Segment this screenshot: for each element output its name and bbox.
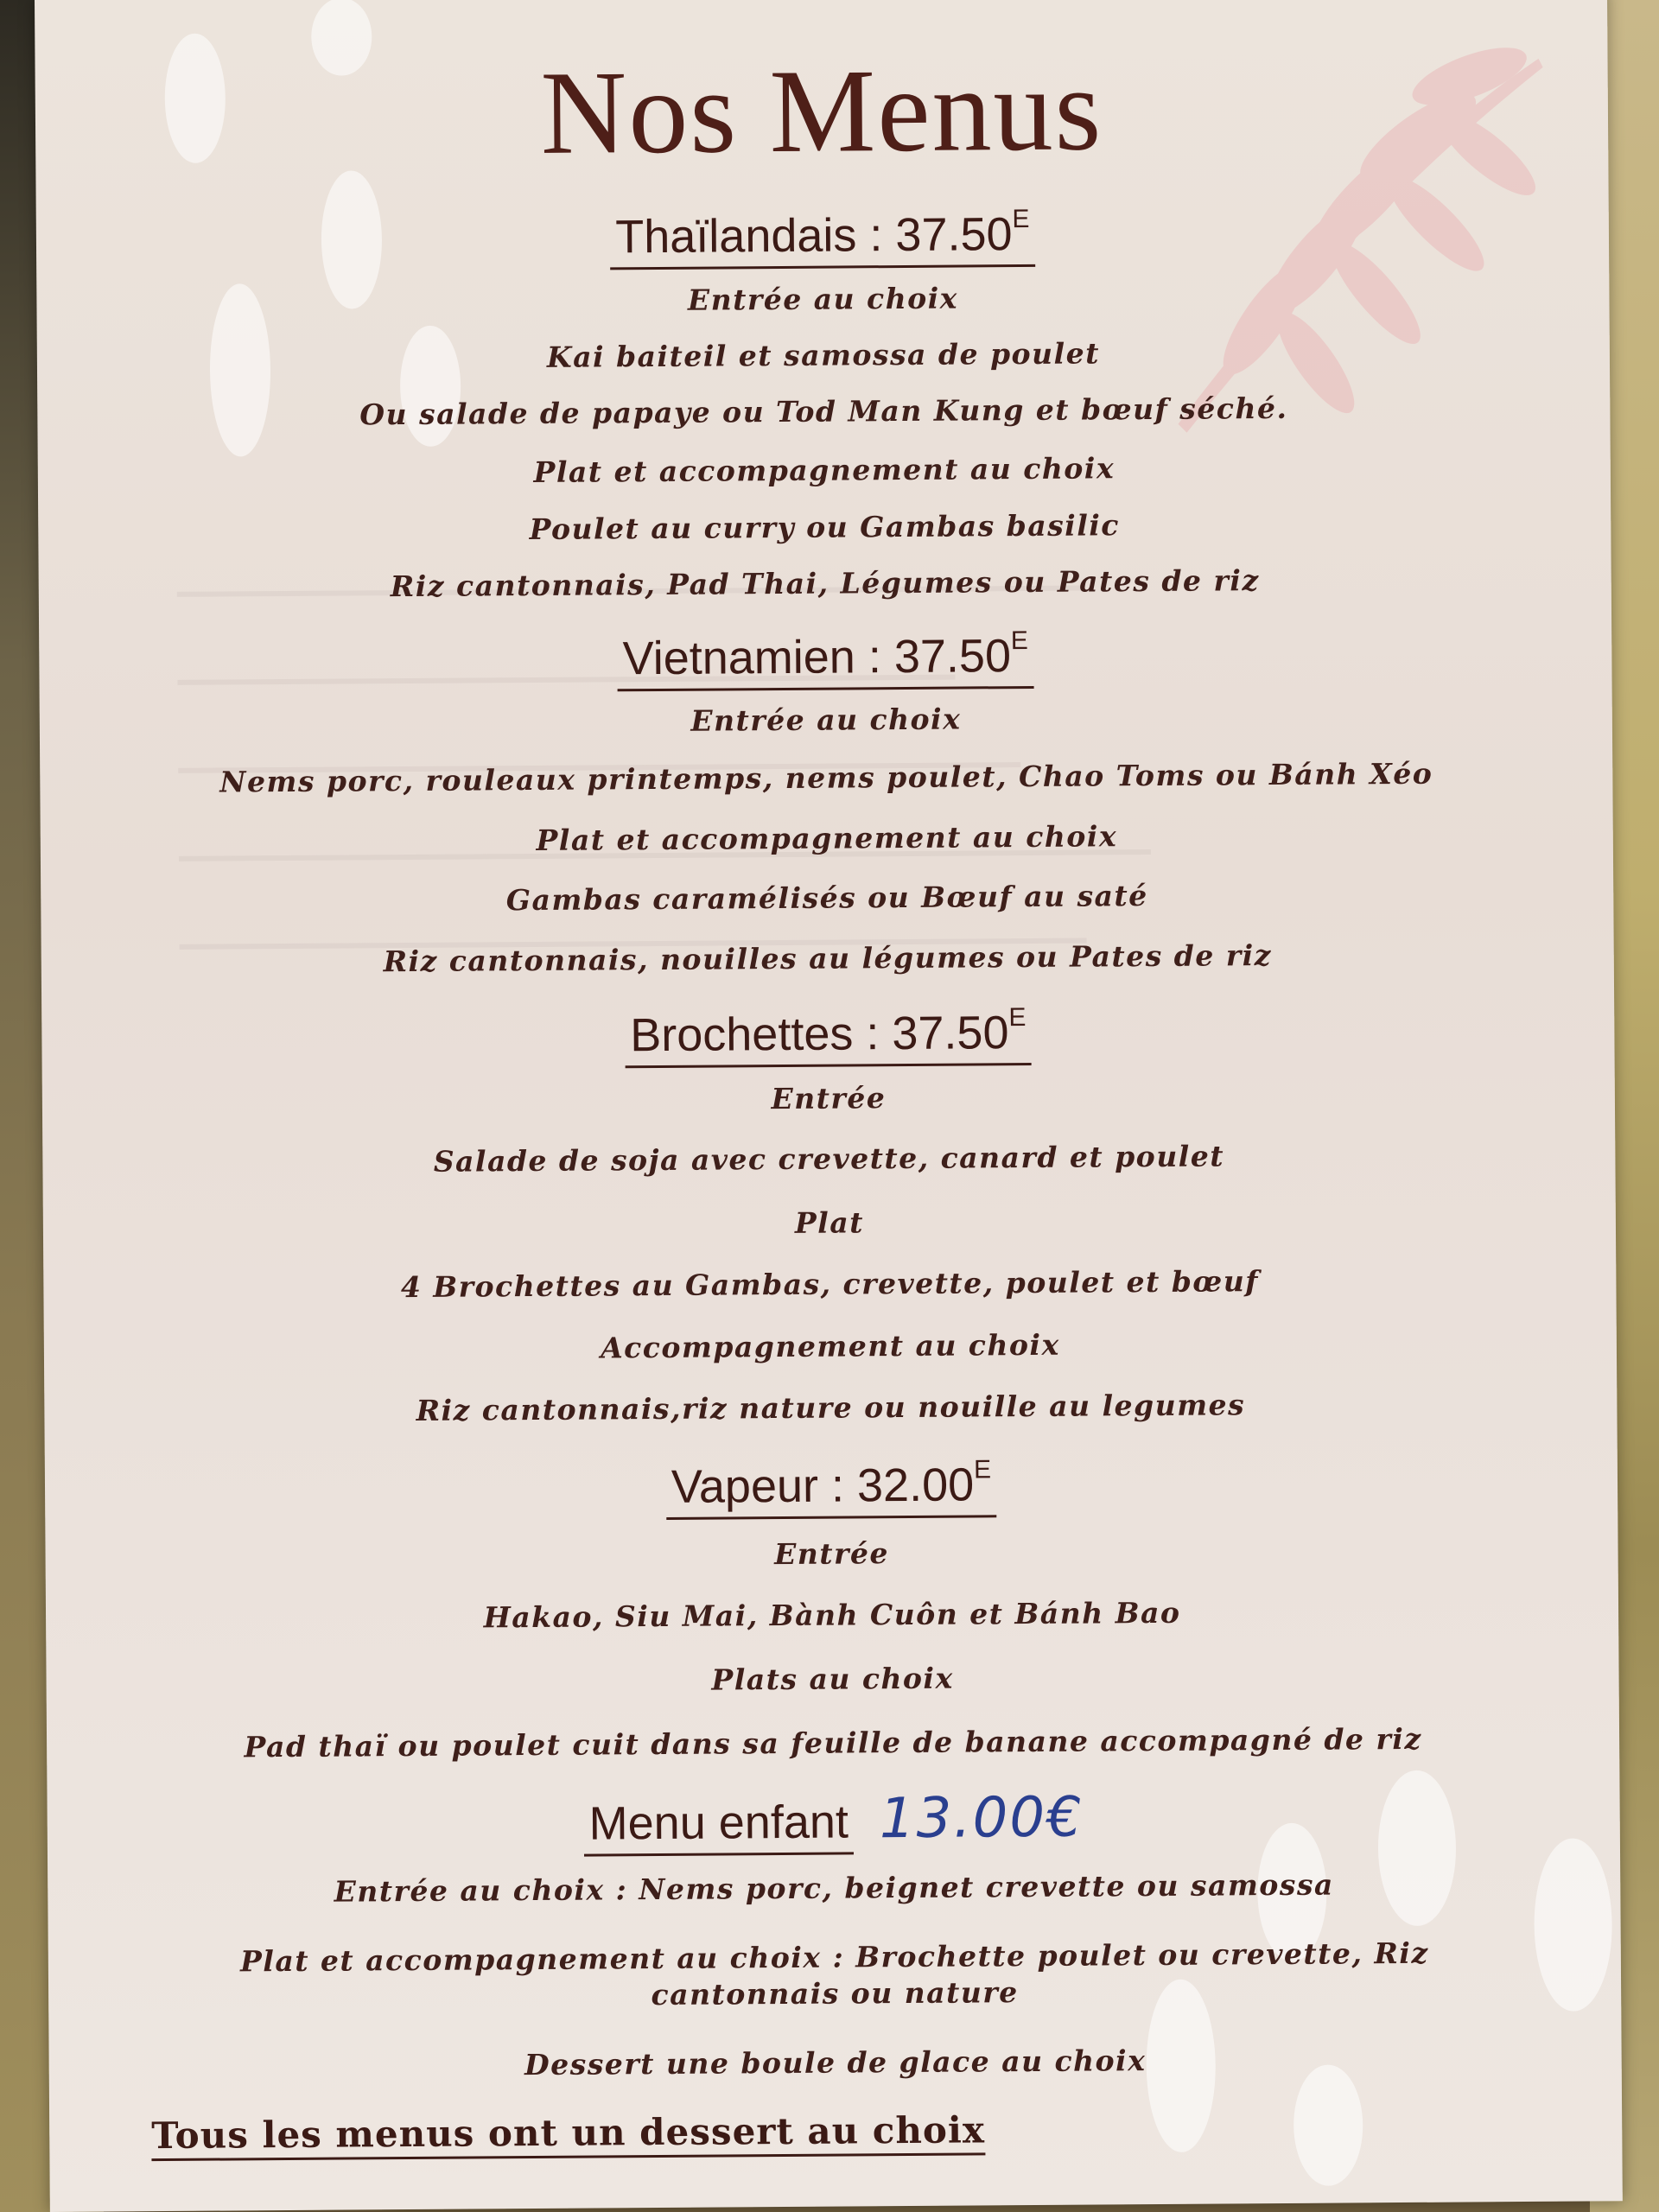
menu-line: Gambas caramélisés ou Bœuf au saté: [505, 879, 1148, 918]
menu-line: Entrée au choix: [690, 702, 962, 738]
menu-line: Plat et accompagnement au choix: [536, 819, 1118, 857]
menu-line: Plats au choix: [711, 1661, 954, 1697]
menu-line: 4 Brochettes au Gambas, crevette, poulet et bœuf: [400, 1264, 1260, 1305]
menu-line: Entrée au choix: [687, 281, 959, 317]
menu-line: Riz cantonnais, Pad Thai, Légumes ou Pates de riz: [390, 563, 1260, 604]
decorative-dot: [1294, 2064, 1363, 2186]
currency-sup: E: [1012, 204, 1030, 234]
menu-line: Riz cantonnais,riz nature ou nouille au legumes: [416, 1388, 1246, 1427]
currency-sup: E: [1008, 1003, 1027, 1033]
menu-line: Plat et accompagnement au choix : Brochette poulet ou crevette, Riz: [239, 1936, 1429, 1979]
menu-line: Plat: [794, 1205, 865, 1240]
section-heading: [625, 1003, 1032, 1068]
menu-line: cantonnais ou nature: [651, 1975, 1019, 2012]
page-title: Nos Menus: [540, 42, 1103, 179]
menu-line: Entrée: [771, 1081, 887, 1116]
section-heading-text: Brochettes : 37.50: [630, 1007, 1009, 1062]
currency-sup: E: [973, 1455, 992, 1484]
section-heading: Menu enfant: [583, 1795, 854, 1856]
section-heading: [617, 626, 1033, 691]
menu-line: Hakao, Siu Mai, Bành Cuôn et Bánh Bao: [483, 1595, 1181, 1635]
menu-line: Poulet au curry ou Gambas basilic: [529, 508, 1121, 547]
menu-section-enfant: [47, 1782, 1620, 1860]
menu-line: Riz cantonnais, nouilles au légumes ou Pates de riz: [383, 938, 1273, 979]
handwritten-price: 13.00€: [879, 1785, 1084, 1852]
menu-line: Salade de soja avec crevette, canard et poulet: [433, 1139, 1225, 1179]
menu-sheet: [35, 0, 1623, 2212]
section-heading-text: Vapeur : 32.00: [671, 1459, 975, 1513]
menu-line: Plat et accompagnement au choix: [533, 451, 1116, 489]
menu-line: Ou salade de papaye ou Tod Man Kung et bœuf séché.: [359, 391, 1288, 432]
menu-line: Pad thaï ou poulet cuit dans sa feuille de banane accompagné de riz: [244, 1721, 1422, 1764]
footer-note: Tous les menus ont un dessert au choix: [151, 2108, 985, 2161]
menu-section-vapeur: [45, 1451, 1618, 1524]
menu-line: Entrée au choix : Nems porc, beignet crevette ou samossa: [334, 1867, 1335, 1909]
menu-section-vietnamien: [39, 622, 1611, 696]
menu-line: Kai baiteil et samossa de poulet: [546, 336, 1100, 374]
section-heading: [666, 1455, 997, 1520]
currency-sup: E: [1010, 626, 1028, 656]
menu-line: Entrée: [774, 1536, 890, 1572]
menu-section-thai: [36, 200, 1609, 274]
menu-line: Accompagnement au choix: [600, 1327, 1060, 1365]
section-heading: [610, 205, 1035, 270]
menu-line: Nems porc, rouleaux printemps, nems poulet, Chao Toms ou Bánh Xéo: [219, 756, 1433, 799]
section-heading-text: Vietnamien : 37.50: [622, 630, 1012, 685]
section-heading-text: Thaïlandais : 37.50: [615, 208, 1013, 264]
menu-section-brochettes: [41, 999, 1614, 1072]
menu-line: Dessert une boule de glace au choix: [524, 2044, 1147, 2082]
